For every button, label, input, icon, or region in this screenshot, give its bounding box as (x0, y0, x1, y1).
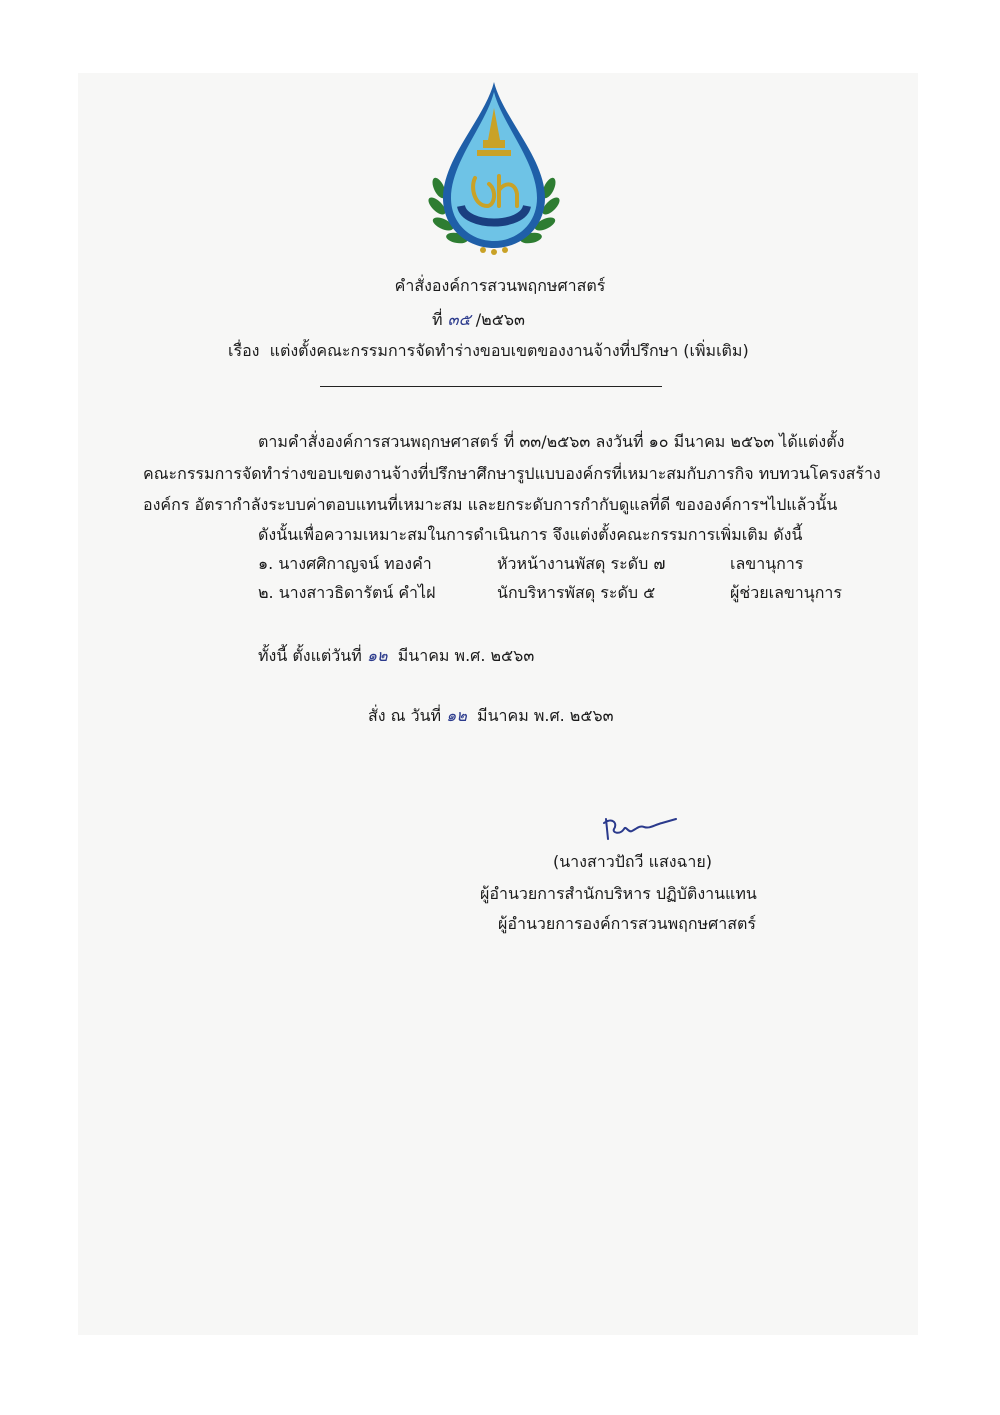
order-date (368, 705, 614, 727)
number-suffix: /๒๕๖๓ (475, 310, 525, 329)
member-name-text: นางศศิกาญจน์ ทองคำ (278, 554, 432, 573)
member-number: ๑. (258, 554, 274, 573)
order-title: คำสั่งองค์การสวนพฤกษศาสตร์ (394, 276, 606, 295)
paper-sheet (78, 73, 918, 1335)
subject-line (228, 340, 749, 362)
order-number (432, 309, 525, 331)
body-line-3: องค์กร อัตรากำลังระบบค่าตอบแทนที่เหมาะสม และยกระดับการกำกับดูแลที่ดี ขององค์การฯไปแล้วนั้น (143, 495, 838, 514)
ordered-suffix: มีนาคม พ.ศ. ๒๕๖๓ (477, 706, 614, 725)
handwritten-day: ๑๒ (446, 706, 467, 725)
signatory-title-2: ผู้อำนวยการองค์การสวนพฤกษศาสตร์ (498, 914, 756, 933)
handwritten-day: ๑๒ (366, 646, 388, 665)
subject-label: เรื่อง (228, 341, 260, 360)
body-line-2: คณะกรรมการจัดทำร่างขอบเขตงานจ้างที่ปรึกษาศึกษารูปแบบองค์กรที่เหมาะสมกับภารกิจ ทบทวนโครงสร้าง (143, 464, 881, 483)
member-position: นักบริหารพัสดุ ระดับ ๕ (497, 583, 656, 602)
body-line-4: ดังนั้นเพื่อความเหมาะสมในการดำเนินการ จึงแต่งตั้งคณะกรรมการเพิ่มเติม ดังนี้ (258, 525, 803, 544)
member-role: เลขานุการ (730, 554, 804, 573)
member-name (258, 582, 435, 604)
ordered-prefix: สั่ง ณ วันที่ (368, 706, 442, 725)
member-position: หัวหน้างานพัสดุ ระดับ ๗ (497, 554, 666, 573)
signatory-name: (นางสาวปัถวี แสงฉาย) (553, 852, 713, 871)
title-divider (320, 386, 662, 387)
effective-prefix: ทั้งนี้ ตั้งแต่วันที่ (258, 646, 362, 665)
subject-text: แต่งตั้งคณะกรรมการจัดทำร่างขอบเขตของงานจ้างที่ปรึกษา (เพิ่มเติม) (269, 341, 749, 360)
member-number: ๒. (258, 583, 274, 602)
handwritten-signature (600, 813, 680, 843)
member-role: ผู้ช่วยเลขานุการ (730, 583, 842, 602)
organization-emblem-logo (425, 78, 563, 258)
body-line-1: ตามคำสั่งองค์การสวนพฤกษศาสตร์ ที่ ๓๓/๒๕๖๓ ลงวันที่ ๑๐ มีนาคม ๒๕๖๓ ได้แต่งตั้ง (258, 432, 845, 451)
number-prefix: ที่ (432, 310, 443, 329)
effective-date (258, 645, 534, 667)
member-name-text: นางสาวธิดารัตน์ คำไฝ (278, 583, 436, 602)
handwritten-number: ๓๕ (447, 310, 471, 329)
signatory-title-1: ผู้อำนวยการสำนักบริหาร ปฏิบัติงานแทน (480, 884, 757, 903)
effective-suffix: มีนาคม พ.ศ. ๒๕๖๓ (397, 646, 535, 665)
member-name (258, 553, 432, 575)
